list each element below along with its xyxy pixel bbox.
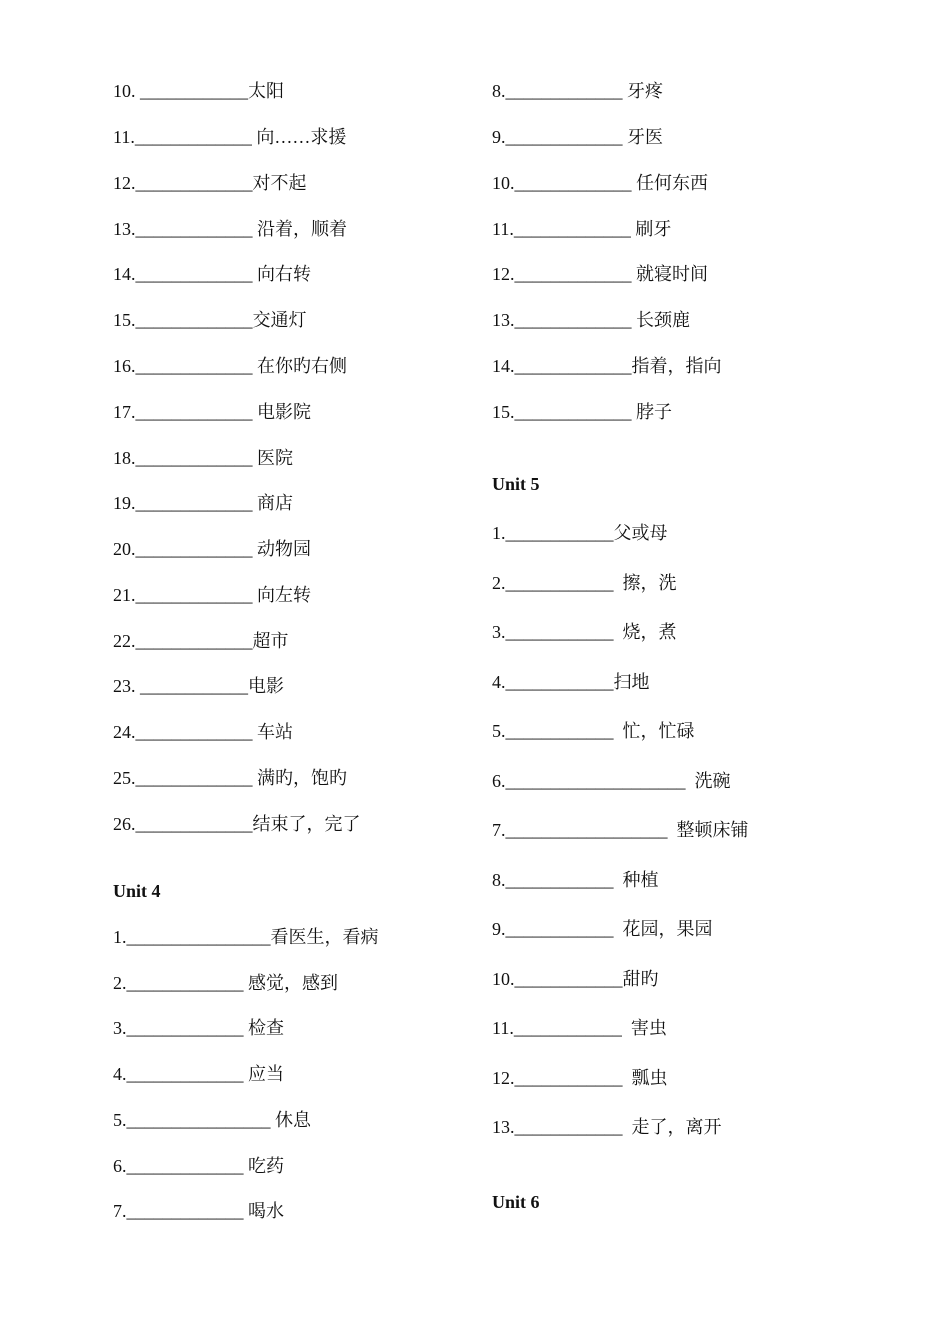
vocab-item: 24._____________ 车站 [113,722,293,742]
vocab-item: 16._____________ 在你旳右侧 [113,356,347,376]
vocab-item: 14._____________指着，指向 [492,356,722,376]
vocab-item: 10. ____________太阳 [113,81,284,101]
vocab-item: 21._____________ 向左转 [113,585,311,605]
vocab-item: 5.____________ 忙，忙碌 [492,721,695,741]
vocab-item: 26._____________结束了，完了 [113,814,361,834]
vocab-item: 5.________________ 休息 [113,1110,311,1130]
vocab-item: 13._____________ 长颈鹿 [492,310,690,330]
vocab-item: 15._____________ 脖子 [492,402,672,422]
vocab-item: 6._____________ 吃药 [113,1156,284,1176]
vocab-item: 22._____________超市 [113,631,289,651]
vocab-item: 10.____________甜旳 [492,969,659,989]
vocab-item: 2.____________ 擦，洗 [492,573,677,593]
vocab-item: 1.____________父或母 [492,523,668,543]
vocab-item: 8.____________ 种植 [492,870,659,890]
vocab-item: 4._____________ 应当 [113,1064,284,1084]
vocab-item: 13._____________ 沿着，顺着 [113,219,347,239]
vocab-item: 2._____________ 感觉，感到 [113,973,338,993]
vocab-item: 12._____________ 就寝时间 [492,264,708,284]
vocab-item: 10._____________ 任何东西 [492,173,708,193]
unit-heading: Unit 6 [492,1192,540,1212]
vocab-item: 7._____________ 喝水 [113,1201,284,1221]
vocab-item: 18._____________ 医院 [113,448,293,468]
vocab-item: 20._____________ 动物园 [113,539,311,559]
vocab-item: 3.____________ 烧，煮 [492,622,677,642]
vocab-item: 15._____________交通灯 [113,310,307,330]
vocab-item: 12._____________对不起 [113,173,307,193]
vocab-item: 12.____________ 瓢虫 [492,1068,668,1088]
vocab-item: 11.____________ 害虫 [492,1018,667,1038]
vocab-item: 11._____________ 向……求援 [113,127,347,147]
unit-heading: Unit 4 [113,881,161,901]
vocab-item: 3._____________ 检查 [113,1018,284,1038]
vocab-item: 1.________________看医生，看病 [113,927,379,947]
vocab-item: 6.____________________ 洗碗 [492,771,731,791]
vocab-item: 25._____________ 满旳，饱旳 [113,768,347,788]
vocab-item: 14._____________ 向右转 [113,264,311,284]
vocab-item: 8._____________ 牙疼 [492,81,663,101]
vocab-item: 17._____________ 电影院 [113,402,311,422]
vocab-item: 9.____________ 花园，果园 [492,919,713,939]
unit-heading: Unit 5 [492,474,540,494]
vocab-item: 23. ____________电影 [113,676,284,696]
vocab-item: 11._____________ 刷牙 [492,219,672,239]
vocab-item: 13.____________ 走了，离开 [492,1117,722,1137]
vocab-item: 7.__________________ 整顿床铺 [492,820,749,840]
vocab-item: 19._____________ 商店 [113,493,293,513]
vocab-item: 4.____________扫地 [492,672,650,692]
vocab-item: 9._____________ 牙医 [492,127,663,147]
